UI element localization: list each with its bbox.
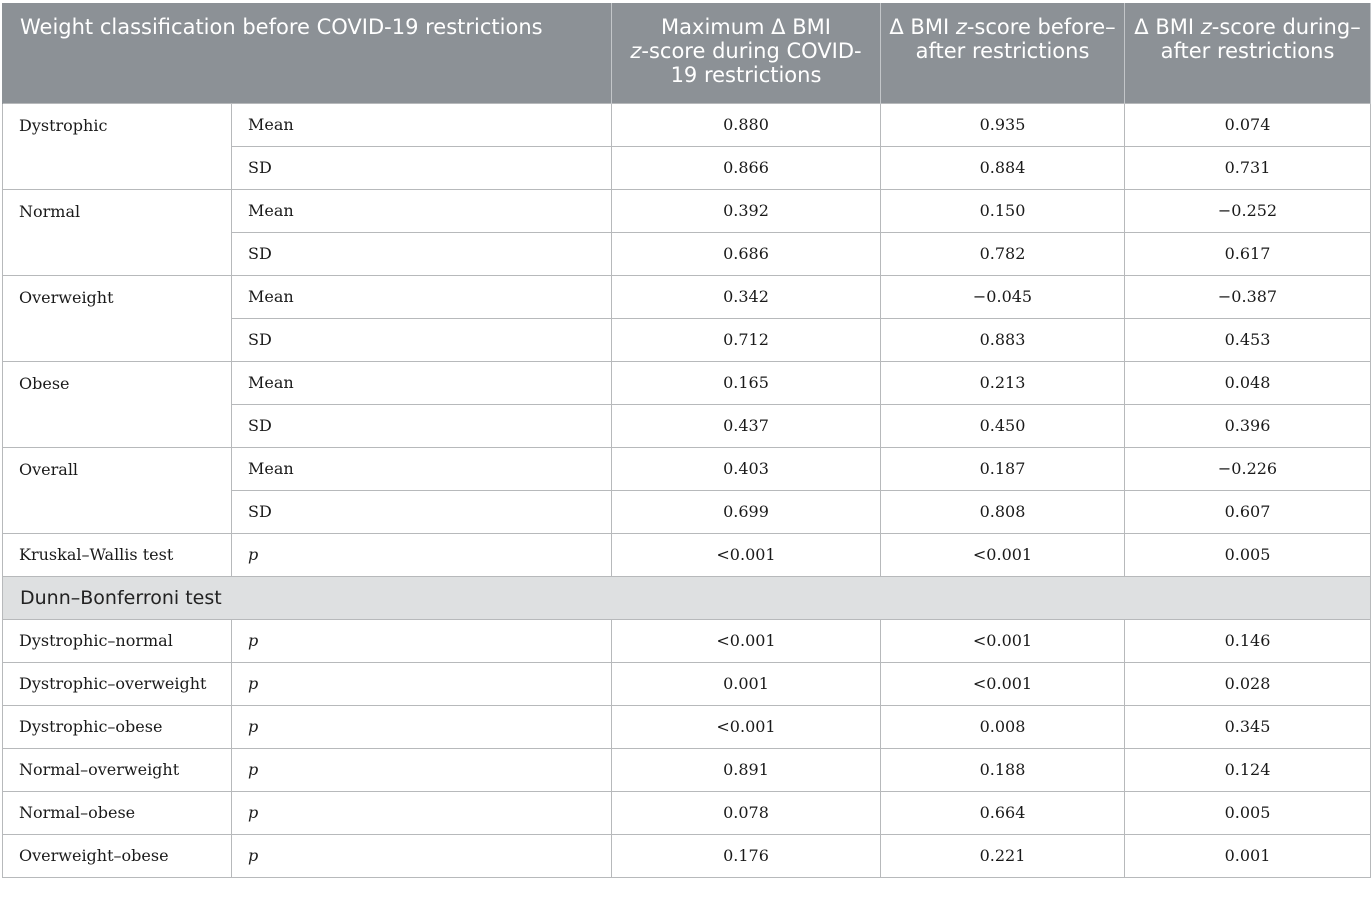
value-cell: 0.891 bbox=[612, 748, 881, 791]
table-row bbox=[3, 361, 1371, 404]
stat-label: SD bbox=[232, 146, 612, 189]
value-cell: <0.001 bbox=[612, 619, 881, 662]
kruskal-wallis-row bbox=[3, 533, 1371, 576]
value-cell: 0.866 bbox=[612, 146, 881, 189]
value-cell: 0.686 bbox=[612, 232, 881, 275]
stat-label: p bbox=[232, 834, 612, 877]
value-cell: 0.005 bbox=[1125, 791, 1371, 834]
value-cell: 0.617 bbox=[1125, 232, 1371, 275]
header-row bbox=[3, 3, 1371, 103]
value-cell: 0.808 bbox=[881, 490, 1125, 533]
stat-label: p bbox=[232, 662, 612, 705]
group-label: Dystrophic bbox=[3, 103, 232, 189]
value-cell: <0.001 bbox=[612, 533, 881, 576]
value-cell: 0.176 bbox=[612, 834, 881, 877]
value-cell: 0.664 bbox=[881, 791, 1125, 834]
row-label: Dystrophic–obese bbox=[3, 705, 232, 748]
value-cell: <0.001 bbox=[881, 533, 1125, 576]
value-cell: 0.005 bbox=[1125, 533, 1371, 576]
value-cell: 0.392 bbox=[612, 189, 881, 232]
group-label: Normal bbox=[3, 189, 232, 275]
value-cell: 0.437 bbox=[612, 404, 881, 447]
stat-label: SD bbox=[232, 318, 612, 361]
value-cell: 0.345 bbox=[1125, 705, 1371, 748]
stat-label: SD bbox=[232, 404, 612, 447]
stat-label: Mean bbox=[232, 275, 612, 318]
results-table bbox=[2, 3, 1371, 878]
value-cell: 0.188 bbox=[881, 748, 1125, 791]
row-label: Dystrophic–overweight bbox=[3, 662, 232, 705]
value-cell: 0.342 bbox=[612, 275, 881, 318]
value-cell: 0.124 bbox=[1125, 748, 1371, 791]
value-cell: 0.150 bbox=[881, 189, 1125, 232]
value-cell: −0.045 bbox=[881, 275, 1125, 318]
stat-label: p bbox=[232, 533, 612, 576]
value-cell: 0.731 bbox=[1125, 146, 1371, 189]
value-cell: 0.396 bbox=[1125, 404, 1371, 447]
table-row bbox=[3, 791, 1371, 834]
value-cell: 0.699 bbox=[612, 490, 881, 533]
value-cell: 0.403 bbox=[612, 447, 881, 490]
row-label: Normal–overweight bbox=[3, 748, 232, 791]
value-cell: 0.165 bbox=[612, 361, 881, 404]
value-cell: 0.607 bbox=[1125, 490, 1371, 533]
stat-label: Mean bbox=[232, 447, 612, 490]
value-cell: <0.001 bbox=[612, 705, 881, 748]
stat-label: p bbox=[232, 705, 612, 748]
stat-label: Mean bbox=[232, 189, 612, 232]
table-row bbox=[3, 103, 1371, 146]
dunn-bonferroni-section bbox=[3, 576, 1371, 619]
value-cell: 0.001 bbox=[612, 662, 881, 705]
value-cell: 0.028 bbox=[1125, 662, 1371, 705]
value-cell: <0.001 bbox=[881, 619, 1125, 662]
value-cell: 0.048 bbox=[1125, 361, 1371, 404]
value-cell: 0.883 bbox=[881, 318, 1125, 361]
value-cell: 0.074 bbox=[1125, 103, 1371, 146]
value-cell: 0.880 bbox=[612, 103, 881, 146]
group-label: Overweight bbox=[3, 275, 232, 361]
table-row bbox=[3, 834, 1371, 877]
row-label: Kruskal–Wallis test bbox=[3, 533, 232, 576]
stat-label: Mean bbox=[232, 103, 612, 146]
value-cell: 0.221 bbox=[881, 834, 1125, 877]
table-row bbox=[3, 275, 1371, 318]
table-row bbox=[3, 447, 1371, 490]
section-title: Dunn–Bonferroni test bbox=[3, 576, 1371, 619]
value-cell: 0.146 bbox=[1125, 619, 1371, 662]
value-cell: 0.935 bbox=[881, 103, 1125, 146]
stat-label: SD bbox=[232, 490, 612, 533]
value-cell: 0.078 bbox=[612, 791, 881, 834]
value-cell: −0.387 bbox=[1125, 275, 1371, 318]
group-label: Obese bbox=[3, 361, 232, 447]
value-cell: <0.001 bbox=[881, 662, 1125, 705]
value-cell: 0.884 bbox=[881, 146, 1125, 189]
row-label: Normal–obese bbox=[3, 791, 232, 834]
value-cell: 0.450 bbox=[881, 404, 1125, 447]
header-delta-during-after: Δ BMI z-score during–after restrictions bbox=[1125, 3, 1371, 103]
value-cell: 0.712 bbox=[612, 318, 881, 361]
row-label: Dystrophic–normal bbox=[3, 619, 232, 662]
value-cell: 0.187 bbox=[881, 447, 1125, 490]
group-label: Overall bbox=[3, 447, 232, 533]
stat-label: SD bbox=[232, 232, 612, 275]
value-cell: 0.001 bbox=[1125, 834, 1371, 877]
table-row bbox=[3, 619, 1371, 662]
table-row bbox=[3, 189, 1371, 232]
header-weight-classification: Weight classification before COVID-19 restrictions bbox=[3, 3, 612, 103]
stat-label: p bbox=[232, 619, 612, 662]
stat-label: Mean bbox=[232, 361, 612, 404]
value-cell: −0.226 bbox=[1125, 447, 1371, 490]
stat-label: p bbox=[232, 791, 612, 834]
table-row bbox=[3, 662, 1371, 705]
table-row bbox=[3, 705, 1371, 748]
header-max-delta-bmi: Maximum Δ BMI z-score during COVID-19 restrictions bbox=[612, 3, 881, 103]
header-delta-before-after: Δ BMI z-score before–after restrictions bbox=[881, 3, 1125, 103]
value-cell: 0.213 bbox=[881, 361, 1125, 404]
row-label: Overweight–obese bbox=[3, 834, 232, 877]
value-cell: 0.782 bbox=[881, 232, 1125, 275]
value-cell: −0.252 bbox=[1125, 189, 1371, 232]
table-row bbox=[3, 748, 1371, 791]
value-cell: 0.453 bbox=[1125, 318, 1371, 361]
value-cell: 0.008 bbox=[881, 705, 1125, 748]
stat-label: p bbox=[232, 748, 612, 791]
